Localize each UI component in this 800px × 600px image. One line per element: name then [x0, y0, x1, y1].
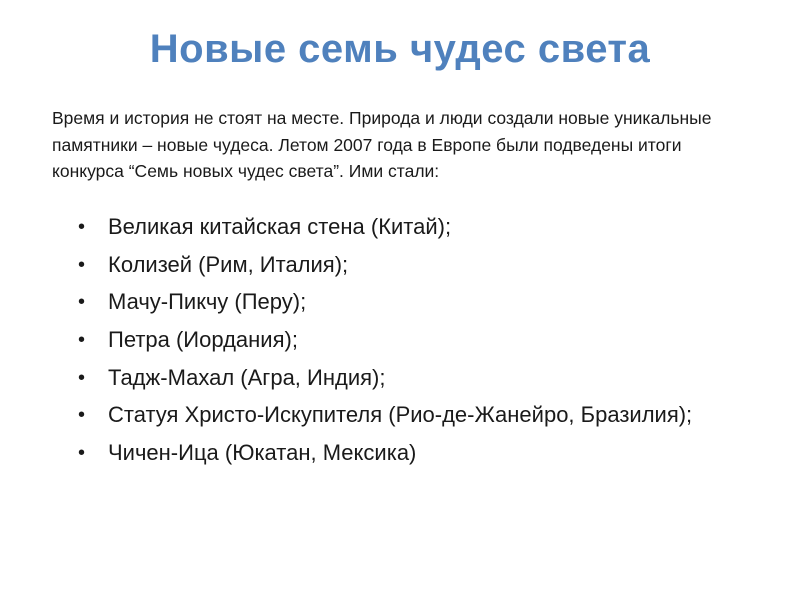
list-item-text: Статуя Христо-Искупителя (Рио-де-Жанейро, Бразилия);	[108, 402, 693, 428]
list-item	[78, 400, 708, 430]
list-item	[78, 250, 718, 280]
bullet-icon: •	[78, 366, 86, 389]
list-item	[78, 212, 718, 242]
list-item	[78, 363, 718, 393]
list-item	[78, 438, 718, 468]
bullet-icon: •	[78, 329, 86, 352]
list-item-text: Колизей (Рим, Италия);	[108, 251, 349, 277]
list-item-text: Чичен-Ица (Юкатан, Мексика)	[108, 440, 417, 466]
bullet-icon: •	[78, 404, 86, 427]
bullet-icon: •	[78, 216, 86, 238]
bullet-icon: •	[78, 291, 86, 314]
slide-title: Новые семь чудес света	[149, 27, 651, 71]
list-item	[78, 287, 718, 317]
list-item-text: Тадж-Махал (Агра, Индия);	[108, 364, 386, 390]
list-item-text: Петра (Иордания);	[108, 327, 298, 353]
list-item	[78, 325, 718, 355]
bullet-icon: •	[78, 442, 86, 465]
list-item-text: Мачу-Пикчу (Перу);	[108, 289, 307, 315]
intro-paragraph: Время и история не стоят на месте. Природа и люди создали новые уникальные памятники – новые чудеса. Летом 2007 года в Европе были подведены итоги конкурса “Семь новых чудес света”. Ими стали:	[52, 108, 712, 181]
bullet-icon: •	[78, 253, 86, 276]
list-item-text: Великая китайская стена (Китай);	[108, 214, 452, 239]
wonders-list	[78, 212, 718, 476]
